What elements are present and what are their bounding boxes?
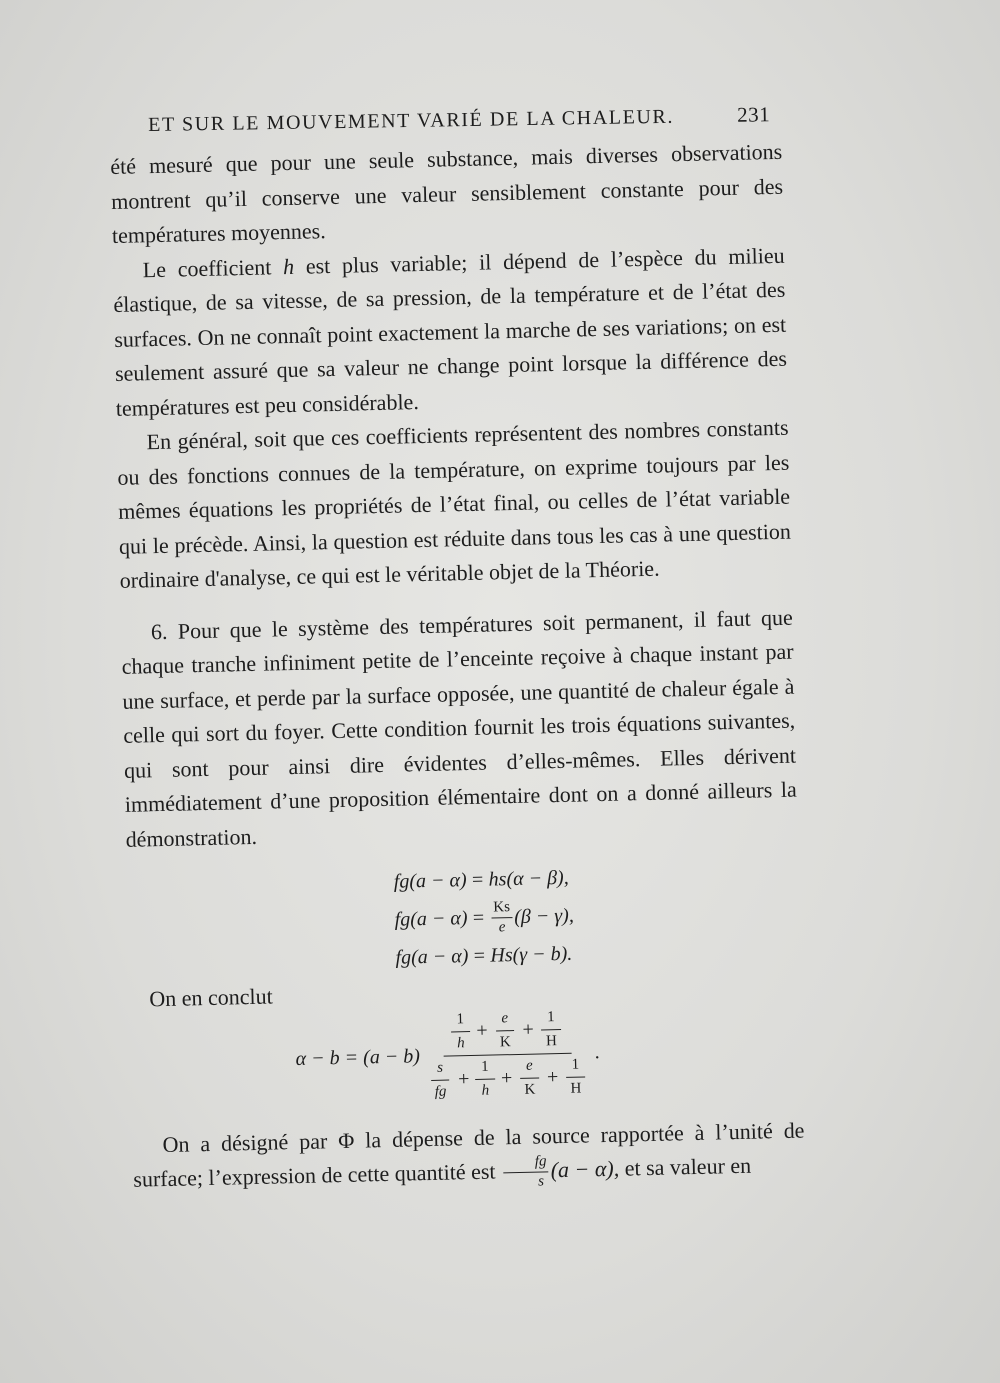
paragraph-phi: On a désigné par Φ la dépense de la source rapportée à l’unité de surface; l’expression de cette quantité est $\frac{fg}{s}$ (a − α), et sa valeur en [133, 1117, 805, 1192]
equation-2: fg(a − α) = $\frac{Ks}{e}$ (β − γ), [394, 898, 575, 935]
paragraph-continuation: été mesuré que pour une seule substance, mais diverses observations montrent qu’il conserve une valeur sensiblement constante pour des températures moyennes. [110, 138, 784, 248]
fraction-fg-over-s: $\frac{fg}{s}$ [503, 1155, 549, 1191]
text-body [110, 135, 806, 1199]
page-number: 231 [736, 102, 771, 127]
paragraph-section-6: 6. Pour que le système des températures soit permanent, il faut que chaque tranche infiniment petite de l’enceinte reçoive à chaque instant par une surface, et perde par la surface opposée, une quantité de chaleur égale à celle qui sort du foyer. Cette condition fournit les trois équations suivantes, qui sont pour ainsi dire évidentes d’elles-mêmes. Elles dérivent immédiatement d’une proposition élémentaire dont on a donné ailleurs la démonstration. [121, 604, 797, 852]
running-title: ET SUR LE MOUVEMENT VARIÉ DE LA CHALEUR. [148, 105, 675, 136]
fraction-ks-over-e: $\frac{Ks}{e}$ [491, 900, 512, 935]
equation-system [346, 854, 800, 978]
equation-3: fg(a − α) = Hs(γ − b). [395, 942, 573, 969]
symbol-h: h [282, 253, 295, 279]
equation-result: α − b = (a − b) $\frac{1}{h}$ + $\frac{e}{K}$ + $\frac{1}{H}$ $\frac{s}{fg}$ + $\frac{1}{h}$ + $\frac{e}{K}$ + $\frac{1}{H}$ . [295, 1008, 600, 1100]
big-fraction-denominator: $\frac{s}{fg}$ + $\frac{1}{h}$ + $\frac{e}{K}$ + $\frac{1}{H}$ [420, 1053, 596, 1100]
big-fraction-numerator: $\frac{1}{h}$ + $\frac{e}{K}$ + $\frac{1}{H}$ [442, 1009, 571, 1056]
paragraph-coefficient-h: Le coefficient h est plus variable; il dépend de l’espèce du milieu élastique, de sa vitesse, de sa pression, de la température et de l’état des surfaces. On ne connaît point exactement la marche de ses variations; on est seulement assuré que sa valeur ne change point lorsque la différence des températures est peu considérable. [113, 242, 788, 421]
conclusion-label: On en conclut [148, 983, 273, 1012]
running-header [148, 102, 770, 137]
paragraph-general: En général, soit que ces coefficients représentent des nombres constants ou des fonctions connues de la température, on exprime toujours par les mêmes équations les propriétés de l’état final, ou celles de l’état variable qui le précède. Ainsi, la question est réduite dans tous les cas à une question ordinaire d'analyse, ce qui est le véritable objet de la Théorie. [117, 414, 792, 593]
big-fraction [419, 1009, 596, 1100]
equation-1: fg(a − α) = hs(α − β), [393, 866, 569, 893]
